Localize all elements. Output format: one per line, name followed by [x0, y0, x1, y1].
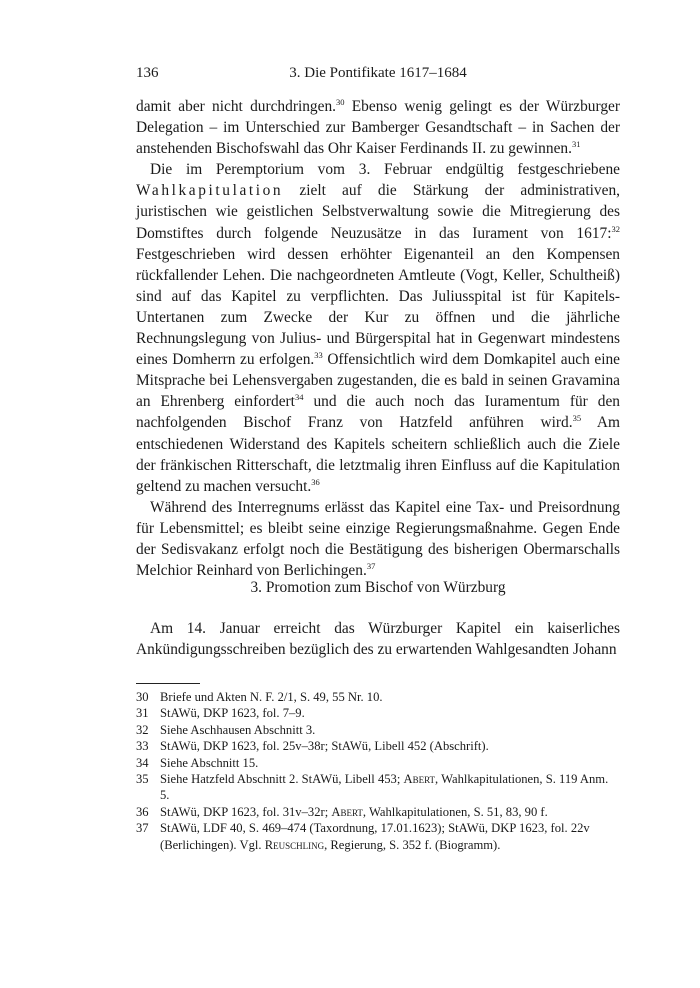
footnote-text: , Wahlkapitulationen, S. 51, 83, 90 f. [362, 804, 548, 819]
author-name: Reuschling [264, 837, 325, 852]
footnote-ref: 35 [572, 413, 582, 424]
footnote-ref: 31 [571, 139, 581, 150]
author-name: Abert [331, 804, 363, 819]
footnote-number: 33 [136, 739, 149, 754]
paragraph-4: Am 14. Januar erreicht das Würzburger Kapitel ein kaiserliches Ankündigungsschreiben bezüglich des zu erwartenden Wahlgesandten Johann [136, 620, 620, 659]
text-run: Am entschiedenen Widerstand des Kapitels scheitern schließlich auch die Ziele der fränkischen Ritterschaft, die letztmalig ihren Einfluss auf die Kapitulation geltend zu machen versucht. [136, 414, 621, 495]
footnote-35 [136, 771, 620, 804]
text-run: Offensichtlich wird dem Domkapitel auch eine Mitsprache bei Lehensvergaben zugestanden, die es bald in seinen Gravamina an Ehrenberg einfordert [136, 351, 620, 411]
footnote-32 [136, 722, 620, 738]
text-run: damit aber nicht durchdringen. [136, 98, 336, 115]
footnote-text: StAWü, LDF 40, S. 469–474 (Taxordnung, 17.01.1623); StAWü, DKP 1623, fol. 22v (Berlichingen). Vgl. [160, 821, 590, 852]
footnote-text: StAWü, DKP 1623, fol. 7–9. [160, 706, 305, 721]
footnote-text: StAWü, DKP 1623, fol. 31v–32r; [160, 804, 332, 819]
footnote-31 [136, 705, 620, 721]
paragraph-3 [136, 497, 620, 581]
footnote-number: 34 [136, 755, 149, 770]
paragraph-1 [136, 96, 620, 159]
footnote-text: , Regierung, S. 352 f. (Biogramm). [324, 837, 501, 852]
footnote-text: Siehe Hatzfeld Abschnitt 2. StAWü, Libell 453; [160, 772, 404, 787]
running-title: 3. Die Pontifikate 1617–1684 [289, 65, 467, 81]
footnote-text: StAWü, DKP 1623, fol. 25v–38r; StAWü, Libell 452 (Abschrift). [160, 739, 489, 754]
text-run: zielt auf die Stärkung der administrativen, juristischen wie geistlichen Selbstverwaltung sowie die Mitregierung des Domstiftes durch folgende Neuzusätze in das Iurament von 1617: [136, 182, 620, 242]
text-run: Ebenso wenig gelingt es der Würzburger Delegation – im Unterschied zur Bamberger Gesandtschaft – in Sachen der anstehenden Bischofswahl das Ohr Kaiser Ferdinands II. zu gewinnen. [136, 98, 620, 158]
running-head [136, 63, 620, 83]
text-run: Während des Interregnums erlässt das Kapitel eine Tax- und Preisordnung für Lebensmittel; es bleibt seine einzige Regierungsmaßnahme. Gegen Ende der Sedisvakanz erfolgt noch die Bestätigung des bisherigen Obermarschalls Melchior Reinhard von Berlichingen. [136, 498, 620, 580]
footnote-number: 31 [136, 706, 149, 721]
footnote-33 [136, 738, 620, 754]
section-heading: 3. Promotion zum Bischof von Würzburg [250, 579, 506, 596]
footnote-37 [136, 820, 620, 853]
footnote-36 [136, 804, 620, 820]
footnote-number: 35 [136, 772, 149, 787]
footnote-30 [136, 689, 620, 705]
text-run: Die im Peremptorium vom 3. Februar endgültig festgeschriebene [150, 161, 620, 179]
footnote-text: , Wahlkapitulationen, S. 119 Anm. 5. [160, 772, 609, 803]
footnote-number: 36 [136, 804, 149, 819]
footnote-number: 37 [136, 821, 149, 836]
footnotes [136, 689, 620, 853]
section-text [136, 618, 620, 661]
footnote-ref: 37 [366, 561, 376, 572]
footnote-text: Briefe und Akten N. F. 2/1, S. 49, 55 Nr. 10. [160, 690, 383, 704]
footnote-number: 32 [136, 722, 149, 737]
footnote-text: Siehe Abschnitt 15. [160, 755, 259, 770]
footnote-ref: 36 [311, 476, 320, 487]
spaced-term: Wahlkapitulation [136, 182, 284, 200]
footnote-text: Siehe Aschhausen Abschnitt 3. [160, 722, 316, 737]
author-name: Abert [403, 772, 436, 787]
footnote-ref: 33 [314, 350, 323, 361]
footnote-ref: 30 [336, 97, 345, 107]
main-text [136, 96, 620, 581]
page-number: 136 [136, 65, 159, 81]
footnote-ref: 32 [611, 223, 620, 234]
footnote-rule [136, 683, 200, 684]
footnote-34 [136, 755, 620, 771]
text-run: und die auch noch das Iuramentum für den nachfolgenden Bischof Franz von Hatzfeld anführen wird. [136, 393, 620, 432]
text-run: Festgeschrieben wird dessen erhöhter Eigenanteil an den Kompensen rückfallender Lehen. Die nachgeordneten Amtleute (Vogt, Keller, Schultheiß) sind auf das Kapitel zu verpflichten. Das Juliusspital ist für Kapitels-Untertanen zum Zwecke der Kur zu öffnen und die jährliche Rechnungslegung von Julius- und Bürgerspital hat in Gegenwart mindestens eines Domherrn zu erfolgen. [136, 245, 620, 369]
footnote-ref: 34 [294, 392, 304, 403]
footnote-number: 30 [136, 690, 149, 704]
paragraph-2 [136, 159, 620, 497]
